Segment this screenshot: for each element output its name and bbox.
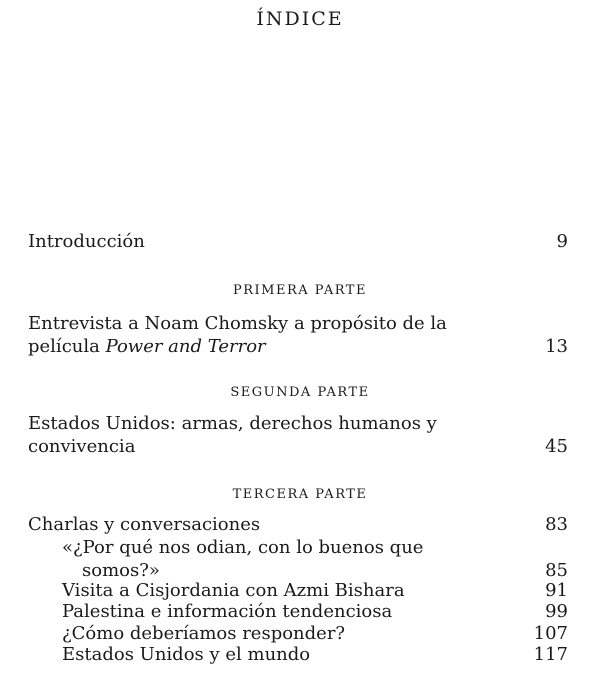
- toc-subentry[interactable]: [62, 536, 568, 582]
- toc-entry-label: Palestina e información tendenciosa: [62, 601, 393, 622]
- part-heading-3: TERCERA PARTE: [232, 487, 368, 502]
- toc-entry-estados-unidos[interactable]: [28, 412, 568, 458]
- toc-page-number: 9: [556, 231, 568, 252]
- toc-entry-label: Visita a Cisjordania con Azmi Bishara: [62, 580, 405, 601]
- page-title: ÍNDICE: [256, 8, 344, 30]
- toc-page-number: 91: [545, 580, 568, 601]
- toc-page-number: 83: [545, 514, 568, 535]
- toc-entry-label: Charlas y conversaciones: [28, 514, 261, 535]
- toc-entry-label: ¿Cómo deberíamos responder?: [62, 623, 346, 644]
- toc-entry-line1: Entrevista a Noam Chomsky a propósito de la: [28, 313, 447, 334]
- toc-subentry[interactable]: [62, 600, 568, 623]
- toc-entry-chomsky[interactable]: [28, 312, 568, 358]
- film-title: Power and Terror: [105, 336, 266, 357]
- part-heading-1: PRIMERA PARTE: [233, 283, 367, 298]
- toc-entry-label: Introducción: [28, 231, 145, 252]
- toc-entry-label: Estados Unidos y el mundo: [62, 644, 311, 665]
- toc-entry-intro[interactable]: [28, 230, 568, 253]
- toc-page-number: 13: [545, 336, 568, 357]
- toc-page-number: 85: [545, 560, 568, 581]
- toc-entry-line1: «¿Por qué nos odian, con lo buenos que: [62, 537, 424, 558]
- toc-subentry[interactable]: [62, 622, 568, 645]
- toc-page-number: 99: [545, 601, 568, 622]
- toc-page-number: 117: [533, 644, 568, 665]
- toc-entry-line1: Estados Unidos: armas, derechos humanos y: [28, 413, 437, 434]
- toc-entry-line2: somos?»: [82, 560, 160, 581]
- toc-entry-charlas[interactable]: [28, 513, 568, 536]
- toc-entry-line2: convivencia: [28, 436, 136, 457]
- toc-subentry[interactable]: [62, 579, 568, 602]
- part-heading-2: SEGUNDA PARTE: [230, 385, 370, 400]
- toc-page-number: 107: [533, 623, 568, 644]
- toc-page-number: 45: [545, 436, 568, 457]
- toc-entry-line2: película Power and Terror: [28, 336, 266, 357]
- toc-subentry[interactable]: [62, 643, 568, 666]
